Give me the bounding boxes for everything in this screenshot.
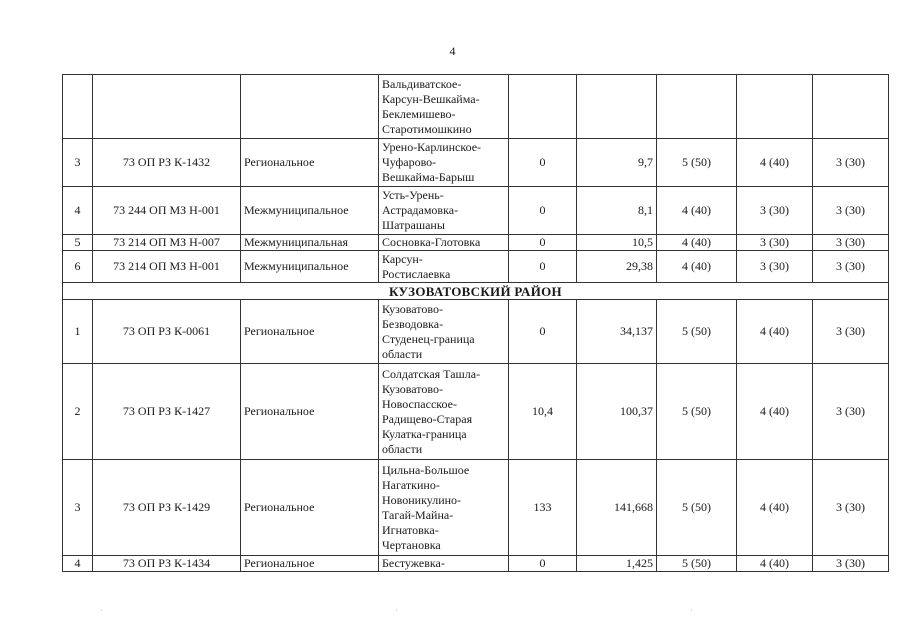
road-code-cell: 73 ОП РЗ К-1432 — [93, 139, 241, 187]
table-row — [63, 235, 889, 251]
value-a-cell: 5 (50) — [657, 556, 737, 572]
table-row — [63, 139, 889, 187]
table-row — [63, 75, 889, 139]
value-c-cell: 3 (30) — [813, 556, 889, 572]
road-name-line: Безводовка- — [382, 316, 444, 331]
road-code-cell: 73 214 ОП МЗ Н-007 — [93, 235, 241, 251]
value-b-cell — [737, 75, 813, 139]
road-name-cell — [379, 187, 509, 235]
road-name-line: Урено-Карлинское- — [382, 140, 482, 154]
road-code-cell: 73 ОП РЗ К-1429 — [93, 460, 241, 556]
road-type-cell — [241, 75, 379, 139]
road-name-line: области — [382, 441, 423, 456]
value-a-cell: 5 (50) — [657, 460, 737, 556]
end-km-cell: 141,668 — [577, 460, 657, 556]
value-b-cell: 4 (40) — [737, 556, 813, 572]
start-km-cell: 10,4 — [509, 364, 577, 460]
road-name-cell — [379, 75, 509, 139]
road-name-line: Сосновка-Глотовка — [382, 235, 481, 249]
road-type-cell: Межмуниципальное — [241, 187, 379, 235]
road-name-line: Нагаткино- — [382, 477, 440, 492]
end-km-cell — [577, 75, 657, 139]
road-name-line: Чертановка — [382, 537, 441, 552]
road-name-line: Студенец-граница — [382, 331, 475, 346]
row-number-cell: 6 — [63, 251, 93, 283]
table-row — [63, 556, 889, 572]
value-c-cell — [813, 75, 889, 139]
road-name-cell — [379, 139, 509, 187]
road-name-line: Вешкайма-Барыш — [382, 170, 475, 184]
end-km-cell: 29,38 — [577, 251, 657, 283]
table-row — [63, 364, 889, 460]
page-number: 4 — [449, 44, 456, 58]
value-a-cell: 4 (40) — [657, 251, 737, 283]
road-code-cell: 73 ОП РЗ К-1434 — [93, 556, 241, 572]
row-number-cell: 5 — [63, 235, 93, 251]
road-name-line: Кузоватово- — [382, 301, 443, 316]
value-b-cell: 3 (30) — [737, 235, 813, 251]
start-km-cell: 0 — [509, 235, 577, 251]
row-number-cell: 4 — [63, 187, 93, 235]
end-km-cell: 1,425 — [577, 556, 657, 572]
road-code-cell: 73 ОП РЗ К-0061 — [93, 300, 241, 364]
value-b-cell: 4 (40) — [737, 460, 813, 556]
road-name-line: Усть-Урень- — [382, 188, 444, 202]
value-a-cell: 5 (50) — [657, 364, 737, 460]
row-number-cell: 1 — [63, 300, 93, 364]
value-a-cell: 5 (50) — [657, 139, 737, 187]
road-name-cell — [379, 300, 509, 364]
start-km-cell: 0 — [509, 556, 577, 572]
district-title: КУЗОВАТОВСКИЙ РАЙОН — [63, 283, 889, 300]
road-code-cell: 73 244 ОП МЗ Н-001 — [93, 187, 241, 235]
road-type-cell: Межмуниципальное — [241, 251, 379, 283]
value-c-cell: 3 (30) — [813, 235, 889, 251]
value-a-cell — [657, 75, 737, 139]
value-c-cell: 3 (30) — [813, 187, 889, 235]
road-name-line: Старотимошкино — [382, 121, 472, 136]
road-name-line: Чуфарово- — [382, 155, 437, 169]
scan-artifact: · — [100, 606, 103, 615]
row-number-cell: 2 — [63, 364, 93, 460]
road-name-line: Игнатовка- — [382, 522, 439, 537]
road-type-cell: Региональное — [241, 139, 379, 187]
road-name-line: Астрадамовка- — [382, 203, 459, 217]
road-type-cell: Региональное — [241, 364, 379, 460]
value-b-cell: 4 (40) — [737, 139, 813, 187]
road-type-cell: Региональное — [241, 300, 379, 364]
road-name-line: Шатрашаны — [382, 218, 445, 232]
road-type-cell: Региональное — [241, 556, 379, 572]
end-km-cell: 10,5 — [577, 235, 657, 251]
road-name-cell — [379, 235, 509, 251]
value-c-cell: 3 (30) — [813, 460, 889, 556]
end-km-cell: 34,137 — [577, 300, 657, 364]
value-a-cell: 5 (50) — [657, 300, 737, 364]
road-name-line: Бестужевка- — [382, 556, 445, 570]
value-c-cell: 3 (30) — [813, 139, 889, 187]
scan-artifact: · — [690, 606, 693, 615]
value-c-cell: 3 (30) — [813, 251, 889, 283]
road-name-line: Радищево-Старая — [382, 411, 473, 426]
road-name-line: Карсун-Вешкайма- — [382, 91, 480, 106]
end-km-cell: 100,37 — [577, 364, 657, 460]
road-name-line: Цильна-Большое — [382, 462, 470, 477]
road-type-cell: Межмуниципальная — [241, 235, 379, 251]
road-name-line: Кулатка-граница — [382, 426, 467, 441]
end-km-cell: 9,7 — [577, 139, 657, 187]
value-a-cell: 4 (40) — [657, 187, 737, 235]
roads-table — [62, 74, 889, 572]
road-name-line: области — [382, 346, 423, 361]
road-name-line: Карсун- — [382, 251, 423, 266]
table-row — [63, 460, 889, 556]
value-a-cell: 4 (40) — [657, 235, 737, 251]
value-b-cell: 3 (30) — [737, 187, 813, 235]
row-number-cell: 3 — [63, 460, 93, 556]
district-header-row — [63, 283, 889, 300]
road-code-cell: 73 214 ОП МЗ Н-001 — [93, 251, 241, 283]
table-row — [63, 187, 889, 235]
road-code-cell — [93, 75, 241, 139]
row-number-cell: 4 — [63, 556, 93, 572]
value-b-cell: 3 (30) — [737, 251, 813, 283]
start-km-cell: 0 — [509, 139, 577, 187]
start-km-cell: 0 — [509, 251, 577, 283]
road-name-line: Солдатская Ташла- — [382, 366, 481, 381]
road-code-cell: 73 ОП РЗ К-1427 — [93, 364, 241, 460]
table-row — [63, 300, 889, 364]
start-km-cell — [509, 75, 577, 139]
value-c-cell: 3 (30) — [813, 364, 889, 460]
road-name-cell — [379, 460, 509, 556]
table-row — [63, 251, 889, 283]
road-name-cell — [379, 251, 509, 283]
value-b-cell: 4 (40) — [737, 364, 813, 460]
end-km-cell: 8,1 — [577, 187, 657, 235]
row-number-cell — [63, 75, 93, 139]
start-km-cell: 133 — [509, 460, 577, 556]
road-name-line: Тагай-Майна- — [382, 507, 454, 522]
start-km-cell: 0 — [509, 300, 577, 364]
row-number-cell: 3 — [63, 139, 93, 187]
road-name-line: Новоникулино- — [382, 492, 462, 507]
road-name-cell — [379, 364, 509, 460]
value-b-cell: 4 (40) — [737, 300, 813, 364]
start-km-cell: 0 — [509, 187, 577, 235]
road-name-line: Новоспасское- — [382, 396, 457, 411]
road-name-line: Беклемишево- — [382, 106, 456, 121]
road-name-line: Вальдиватское- — [382, 76, 462, 91]
scan-artifact: · — [395, 606, 398, 615]
road-type-cell: Региональное — [241, 460, 379, 556]
road-name-line: Кузоватово- — [382, 381, 443, 396]
road-name-line: Ростислаевка — [382, 266, 451, 281]
road-name-cell — [379, 556, 509, 572]
value-c-cell: 3 (30) — [813, 300, 889, 364]
